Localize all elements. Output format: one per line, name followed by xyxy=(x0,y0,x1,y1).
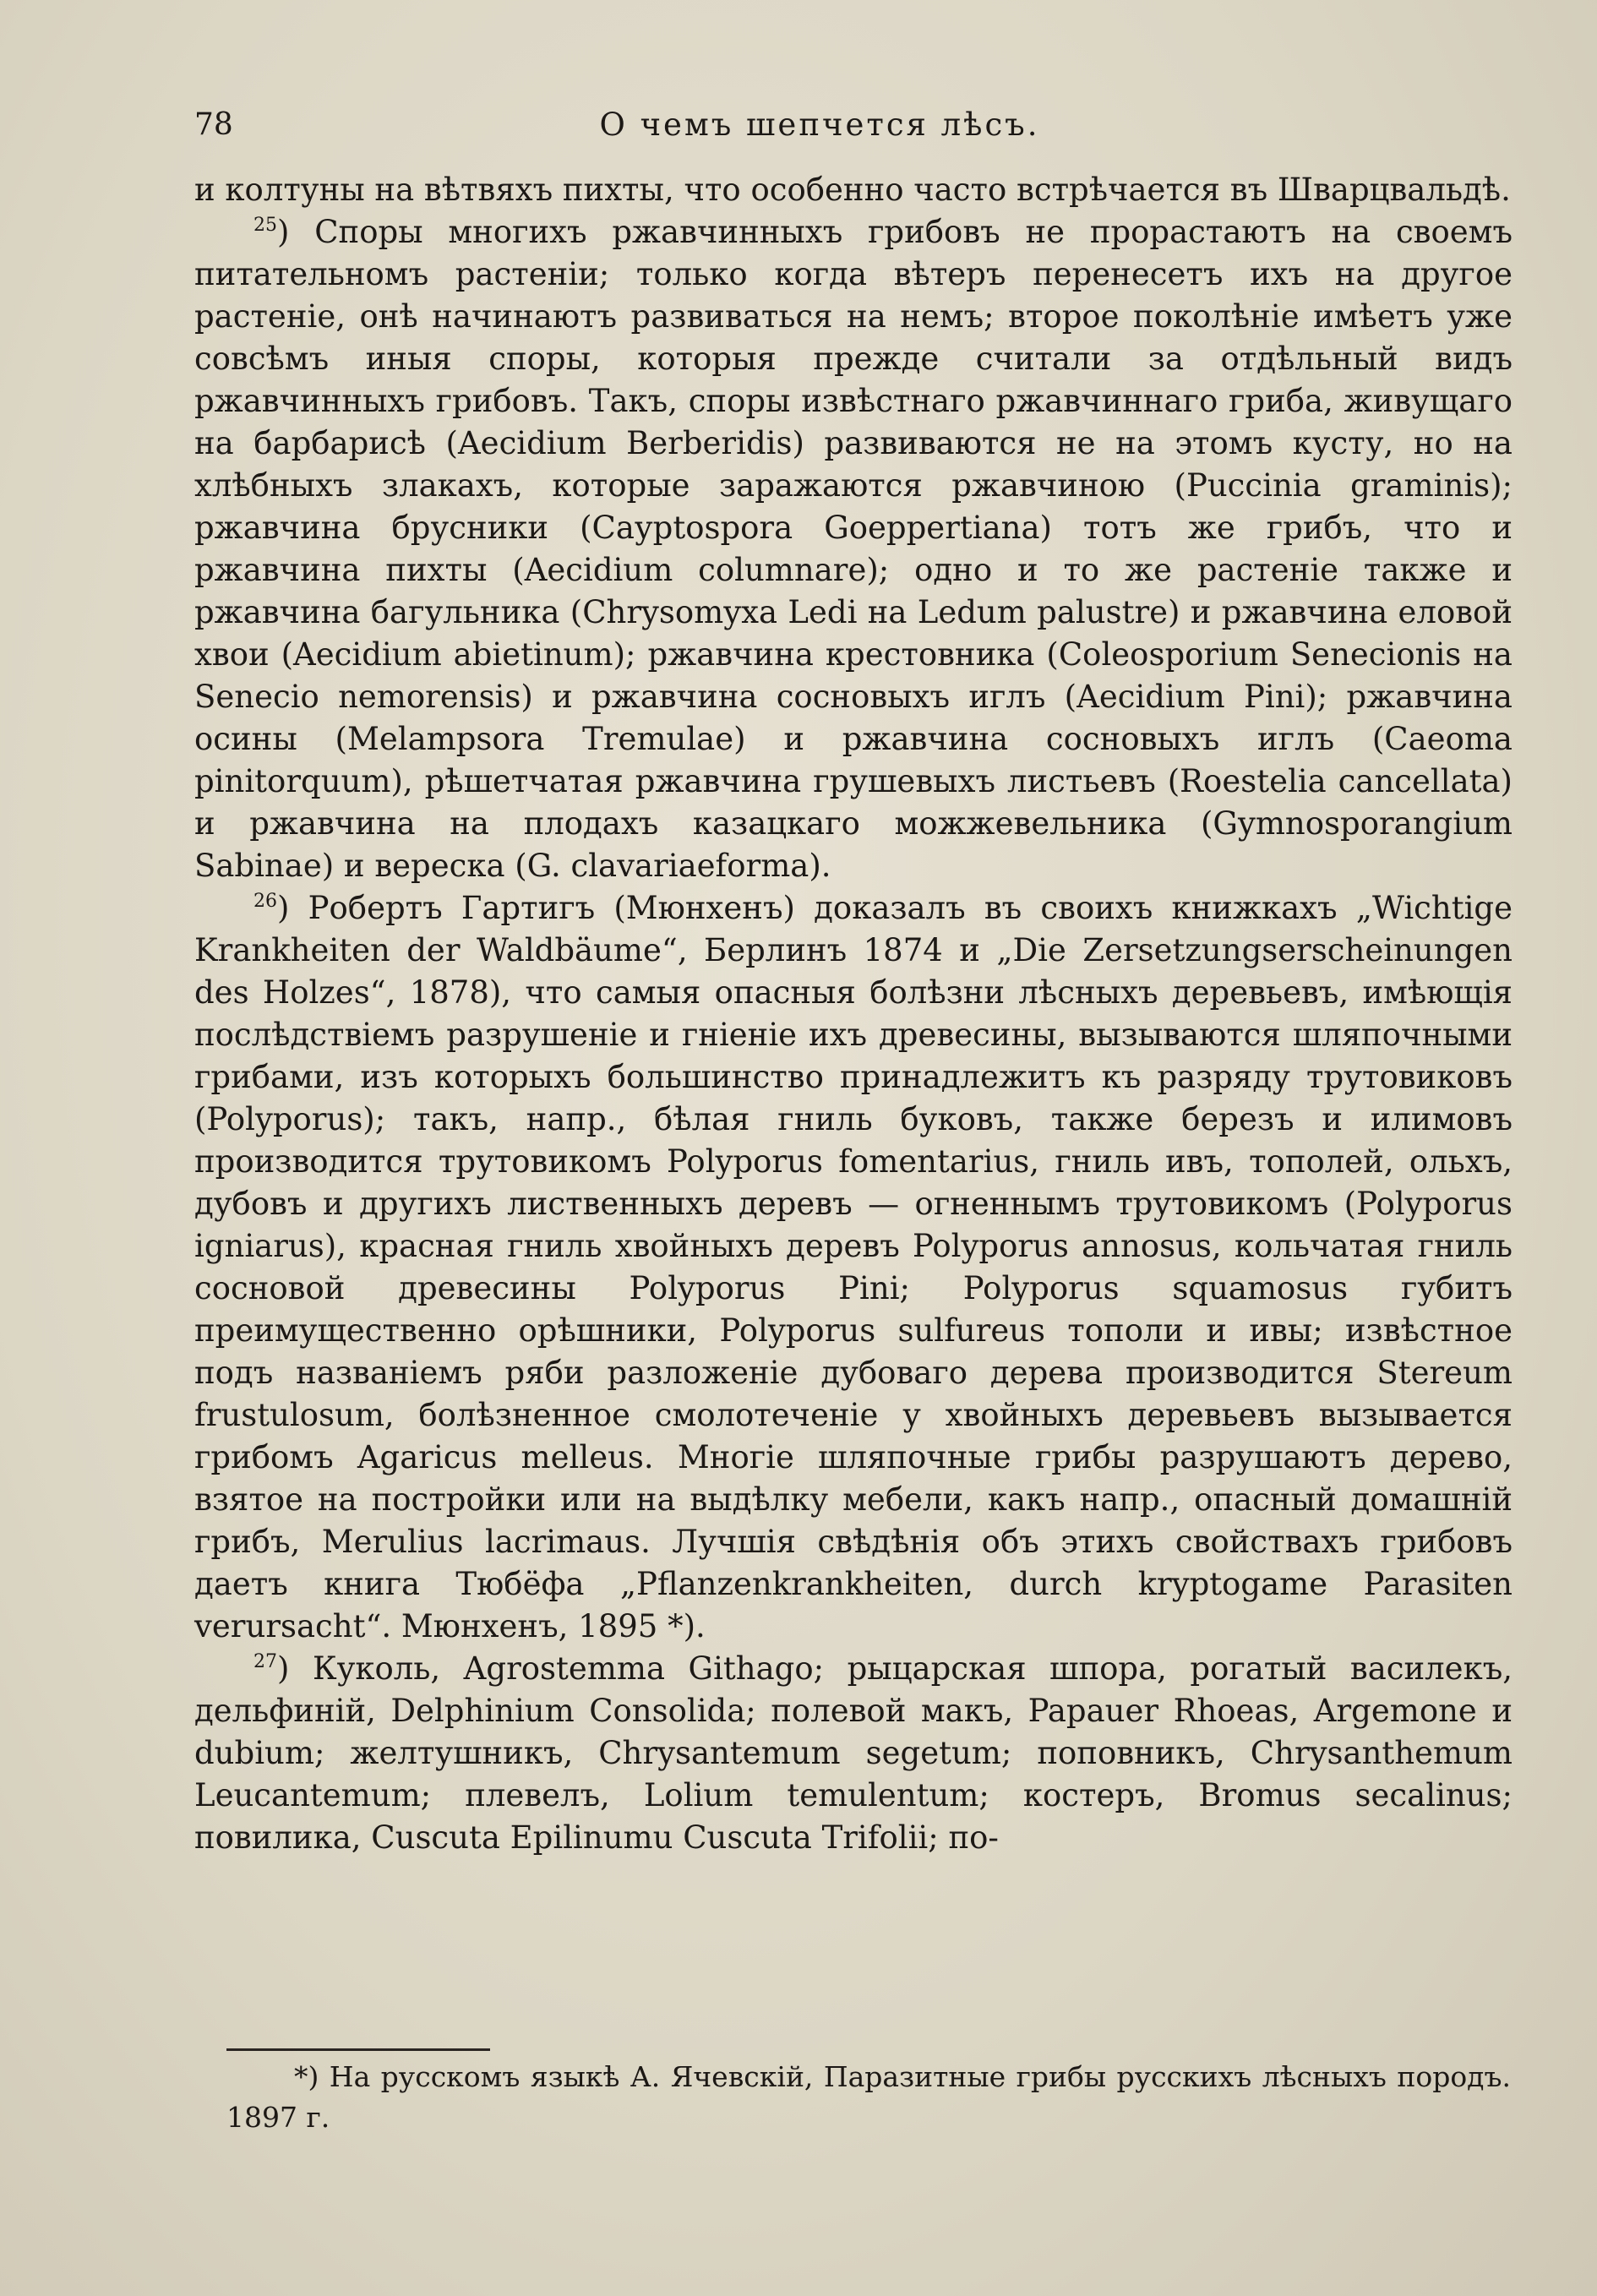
page-body xyxy=(194,169,1513,1859)
note-26 xyxy=(194,887,1513,1648)
paragraph-text: ) Куколь, Agrostemma Githago; рыцарская шпора, рогатый василекъ, дельфинiй, Delphinium Consolida; полевой макъ, Papauer Rhoeas, Argemone и dubium; желтушникъ, Chrysantemum segetum; поповникъ, Chrysanthemum Leucantemum; плевелъ, Lolium temulentum; костеръ, Bromus secalinus; повилика, Cuscuta Epilinumu Cuscuta Trifolii; по- xyxy=(194,1650,1513,1856)
note-number: 27 xyxy=(253,1651,277,1672)
footnote-divider xyxy=(226,2048,490,2051)
running-title: О чемъ шепчется лѣсъ. xyxy=(599,106,1040,143)
paragraph-continuation xyxy=(194,169,1513,211)
note-number: 26 xyxy=(253,891,277,912)
footnote-text: *) На русскомъ языкѣ А. Ячевскiй, Паразитные грибы русскихъ лѣсныхъ породъ. 1897 г. xyxy=(226,2060,1511,2134)
paragraph-text: ) Споры многихъ ржавчинныхъ грибовъ не прорастаютъ на своемъ питательномъ растенiи; только когда вѣтеръ перенесетъ ихъ на другое растенiе, онѣ начинаютъ развиваться на немъ; второе поколѣнiе имѣетъ уже совсѣмъ иныя споры, которыя прежде считали за отдѣльный видъ ржавчинныхъ грибовъ. Такъ, споры извѣстнаго ржавчиннаго гриба, живущаго на барбарисѣ (Aecidium Berberidis) развиваются не на этомъ кусту, но на хлѣбныхъ злакахъ, которые заражаются ржавчиною (Puccinia graminis); ржавчина брусники (Caуptospora Goeppertiana) тотъ же грибъ, что и ржавчина пихты (Aecidium columnare); одно и то же растенiе также и ржавчина багульника (Chrysomyxa Ledi на Ledum palustre) и ржавчина еловой хвои (Aecidium abietinum); ржавчина крестовника (Coleosporium Senecionis на Senecio nemorensis) и ржавчина сосновыхъ иглъ (Aecidium Pini); ржавчина осины (Melampsora Tremulae) и ржавчина сосновыхъ иглъ (Caeoma pinitorquum), рѣшетчатая ржавчина грушевыхъ листьевъ (Roestelia cancellata) и ржавчина на плодахъ казацкаго можжевельника (Gymnosporangium Sabinae) и вереска (G. clavariaeforma). xyxy=(194,214,1513,884)
page-header xyxy=(194,100,1445,150)
paragraph-text: ) Робертъ Гартигъ (Мюнхенъ) доказалъ въ своихъ книжкахъ „Wichtige Krankheiten der Waldbäume“, Берлинъ 1874 и „Die Zersetzungserscheinungen des Holzes“, 1878), что самыя опасныя болѣзни лѣсныхъ деревьевъ, имѣющiя послѣдствiемъ разрушенiе и гнiенiе ихъ древесины, вызываются шляпочными грибами, изъ которыхъ большинство принадлежитъ къ разряду трутовиковъ (Polyporus); такъ, напр., бѣлая гниль буковъ, также березъ и илимовъ производится трутовикомъ Polyporus fomentarius, гниль ивъ, тополей, ольхъ, дубовъ и другихъ лиственныхъ деревъ — огненнымъ трутовикомъ (Polyporus igniarus), красная гниль хвойныхъ деревъ Polyporus annosus, кольчатая гниль сосновой древесины Polyporus Pini; Polyporus squamosus губитъ преимущественно орѣшники, Polyporus sulfureus тополи и ивы; извѣстное подъ названiемъ ряби разложенiе дубоваго дерева производится Stereum frustulosum, болѣзненное смолотеченiе у хвойныхъ деревьевъ вызывается грибомъ Agaricus melleus. Многiе шляпочные грибы разрушаютъ дерево, взятое на постройки или на выдѣлку мебели, какъ напр., опасный домашнiй грибъ, Merulius lacrimaus. Лучшiя свѣдѣнiя объ этихъ свойствахъ грибовъ даетъ книга Тюбёфа „Pflanzenkrankheiten, durch kryptogame Parasiten verursacht“. Мюнхенъ, 1895 *). xyxy=(194,890,1513,1644)
note-27 xyxy=(194,1648,1513,1859)
page-number: 78 xyxy=(194,107,233,142)
note-number: 25 xyxy=(253,215,277,236)
note-25 xyxy=(194,211,1513,887)
paragraph-text: и колтуны на вѣтвяхъ пихты, что особенно часто встрѣчается въ Шварцвальдѣ. xyxy=(194,172,1511,208)
footnote xyxy=(226,2057,1511,2138)
